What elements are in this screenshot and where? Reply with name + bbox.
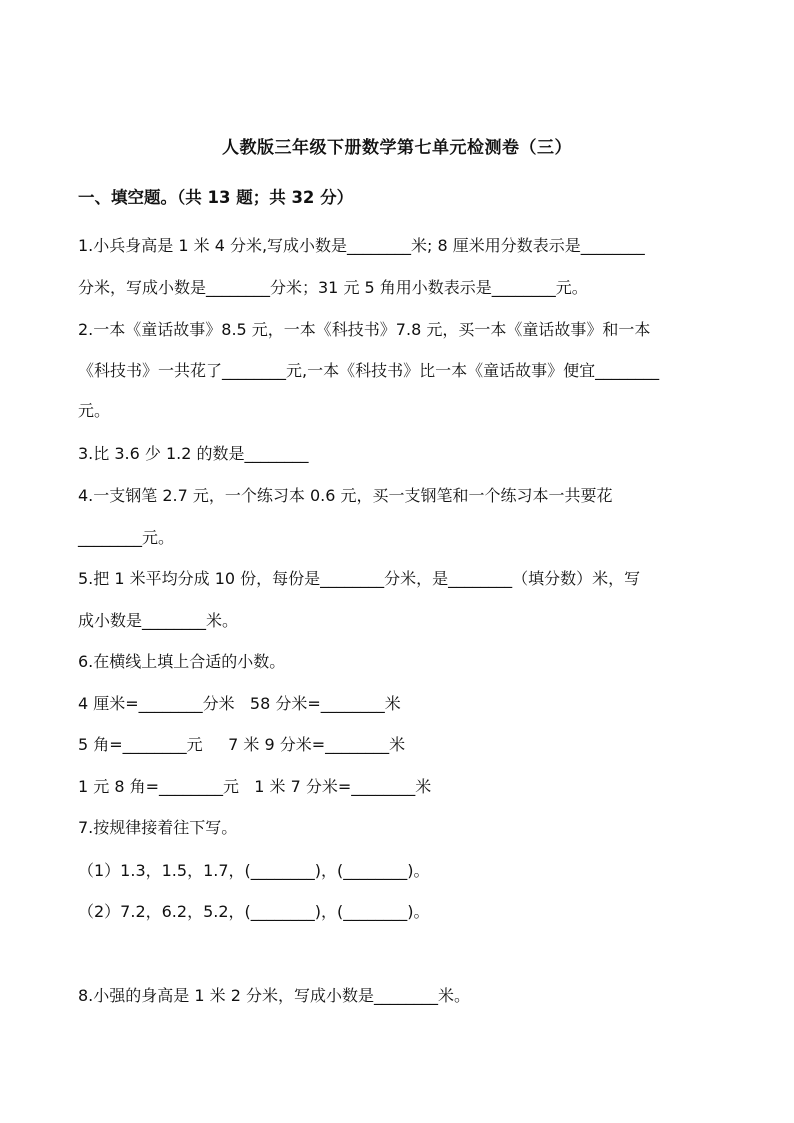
question-line: 3.比 3.6 少 1.2 的数是________ <box>78 444 309 463</box>
question-line: 4.一支钢笔 2.7 元，一个练习本 0.6 元，买一支钢笔和一个练习本一共要花 <box>78 486 613 505</box>
section-heading: 一、填空题。（共 13 题；共 32 分） <box>78 188 354 207</box>
question-line: 1.小兵身高是 1 米 4 分米,写成小数是________米; 8 厘米用分数表示是________ <box>78 236 645 255</box>
question-line: 《科技书》一共花了________元,一本《科技书》比一本《童话故事》便宜________ <box>78 361 660 380</box>
question-line: 分米，写成小数是________分米；31 元 5 角用小数表示是________元。 <box>78 278 588 297</box>
question-line: （1）1.3，1.5，1.7，(________)，(________)。 <box>78 861 430 880</box>
question-line: 7.按规律接着往下写。 <box>78 818 238 837</box>
question-line: 成小数是________米。 <box>78 611 239 630</box>
question-line: ________元。 <box>78 528 175 547</box>
question-line: 2.一本《童话故事》8.5 元，一本《科技书》7.8 元，买一本《童话故事》和一本 <box>78 320 651 339</box>
question-line: 5.把 1 米平均分成 10 份，每份是________分米，是________（填分数）米，写 <box>78 569 641 588</box>
question-line: 1 元 8 角=________元 1 米 7 分米=________米 <box>78 777 432 796</box>
question-line: 8.小强的身高是 1 米 2 分米，写成小数是________米。 <box>78 986 470 1005</box>
page-title: 人教版三年级下册数学第七单元检测卷（三） <box>222 138 572 158</box>
question-line: 6.在横线上填上合适的小数。 <box>78 652 286 671</box>
question-line: 5 角=________元 7 米 9 分米=________米 <box>78 735 406 754</box>
question-line: 4 厘米=________分米 58 分米=________米 <box>78 694 401 713</box>
question-line: （2）7.2，6.2，5.2，(________)，(________)。 <box>78 902 430 921</box>
question-line: 元。 <box>78 401 111 420</box>
